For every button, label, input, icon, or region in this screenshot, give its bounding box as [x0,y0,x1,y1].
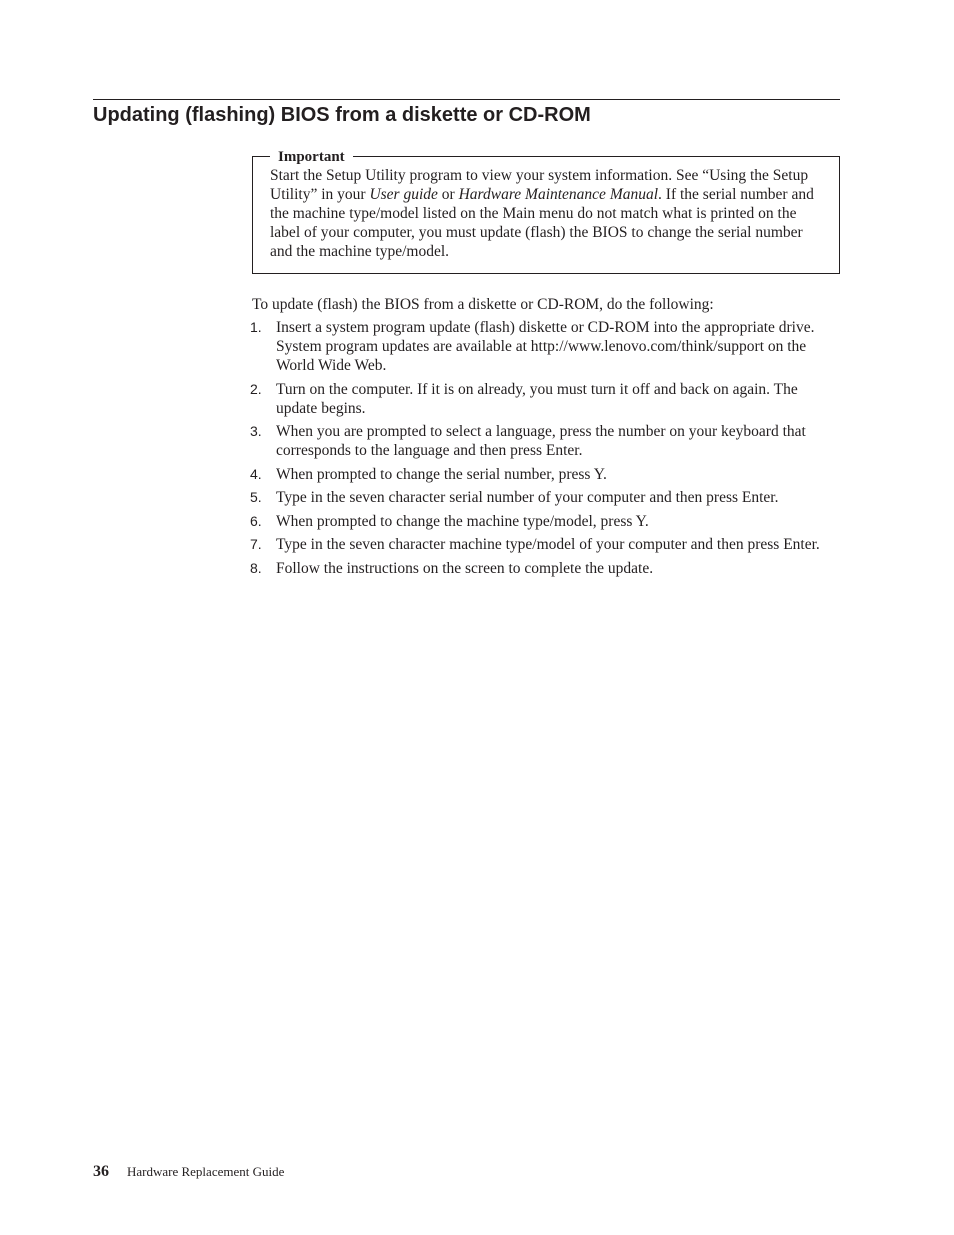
step-text: When prompted to change the serial number, press Y. [276,465,607,483]
step-item [250,559,828,578]
step-item [250,422,828,460]
step-item [250,465,828,484]
step-number: 4. [250,465,262,482]
hmm-title: Hardware Maintenance Manual [458,186,659,203]
page-number: 36 [93,1163,109,1180]
step-number: 3. [250,423,262,439]
step-item [250,488,828,507]
page-footer [93,1162,284,1182]
intro-paragraph: To update (flash) the BIOS from a diskette or CD-ROM, do the following: [252,296,714,313]
step-item [250,535,828,554]
important-text-part: . If the serial number and the machine type/model listed on the Main menu do not match what is printed on the label of your computer, you must update (flash) the BIOS to change the serial number and the machine type/model. [270,186,814,260]
step-number: 7. [250,536,262,552]
step-number: 6. [250,512,262,529]
steps-list [250,318,828,582]
step-number: 2. [250,380,262,397]
section-heading: Updating (flashing) BIOS from a diskette or CD-ROM [93,104,591,126]
step-number: 1. [250,319,262,335]
user-guide-title: User guide [369,186,438,203]
step-item [250,512,828,531]
step-number: 8. [250,559,262,576]
important-text-part: Start the Setup Utility program to view your system information. See “Using the Setup Utility” in your [270,167,809,203]
step-text: When prompted to change the machine type/model, press Y. [276,512,649,530]
step-text: When you are prompted to select a language, press the number on your keyboard that corresponds to the language and then press Enter. [276,423,806,459]
important-text [270,166,826,261]
step-text: Follow the instructions on the screen to complete the update. [276,559,654,577]
step-number: 5. [250,489,262,505]
step-text: Turn on the computer. If it is on already, you must turn it off and back on again. The update begins. [276,380,798,417]
step-item [250,318,828,375]
step-text: Type in the seven character serial number of your computer and then press Enter. [276,489,779,506]
heading-rule [93,99,840,100]
important-label: Important [270,148,353,166]
step-text: Type in the seven character machine type/model of your computer and then press Enter. [276,536,820,553]
book-title: Hardware Replacement Guide [127,1164,285,1179]
important-text-part: or [437,186,459,203]
step-text: Insert a system program update (flash) diskette or CD-ROM into the appropriate drive. System program updates are available at http://www.lenovo.com/think/support on the World Wide Web. [276,319,815,374]
step-item [250,380,828,418]
